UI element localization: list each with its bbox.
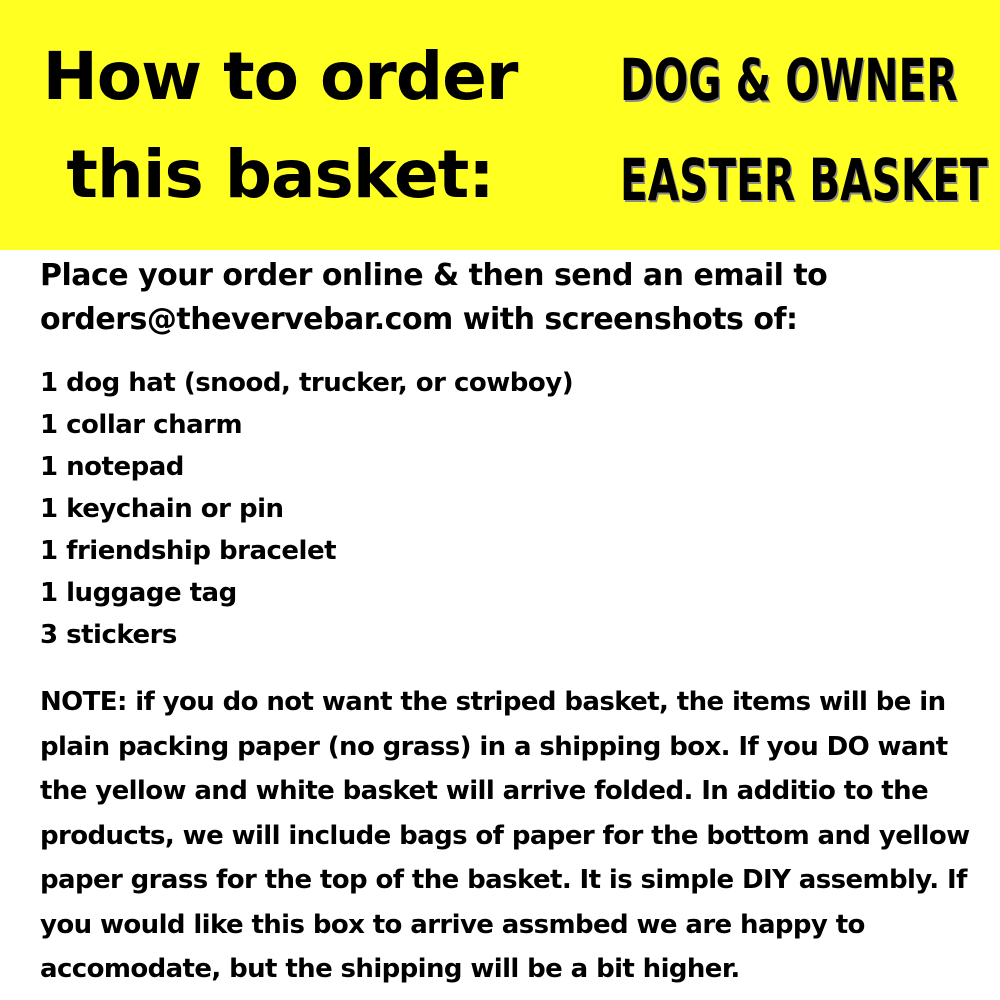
page-title	[40, 28, 520, 224]
note-line: plain packing paper (no grass) in a shipping box. If you DO want	[40, 731, 948, 762]
order-instructions-line-2: orders@thevervebar.com with screenshots of:	[40, 302, 798, 337]
page-title-line-2: this basket:	[66, 136, 494, 213]
list-item: 1 keychain or pin	[40, 494, 284, 524]
note-line: you would like this box to arrive assmbed we are happy to	[40, 909, 865, 940]
basket-name-line-1: DOG & OWNER	[620, 46, 958, 114]
note-line: the yellow and white basket will arrive folded. In additio to the	[40, 776, 929, 806]
list-item: 1 friendship bracelet	[40, 536, 337, 566]
list-item: 1 notepad	[40, 452, 184, 482]
basket-items-list	[40, 362, 573, 656]
order-instructions	[40, 254, 970, 342]
basket-name	[620, 30, 988, 230]
note-line: products, we will include bags of paper for the bottom and yellow	[40, 820, 970, 851]
list-item: 1 collar charm	[40, 410, 243, 440]
page-title-line-1: How to order	[42, 38, 518, 115]
basket-name-line-2: EASTER BASKET	[620, 146, 988, 214]
order-instructions-line-1: Place your order online & then send an email to	[40, 258, 828, 293]
list-item: 1 luggage tag	[40, 578, 237, 608]
note-line: paper grass for the top of the basket. It is simple DIY assembly. If	[40, 865, 967, 895]
list-item: 3 stickers	[40, 620, 177, 650]
shipping-note	[40, 680, 970, 992]
note-line: NOTE: if you do not want the striped basket, the items will be in	[40, 687, 946, 717]
list-item: 1 dog hat (snood, trucker, or cowboy)	[40, 368, 574, 398]
note-line: accomodate, but the shipping will be a bit higher.	[40, 954, 740, 984]
